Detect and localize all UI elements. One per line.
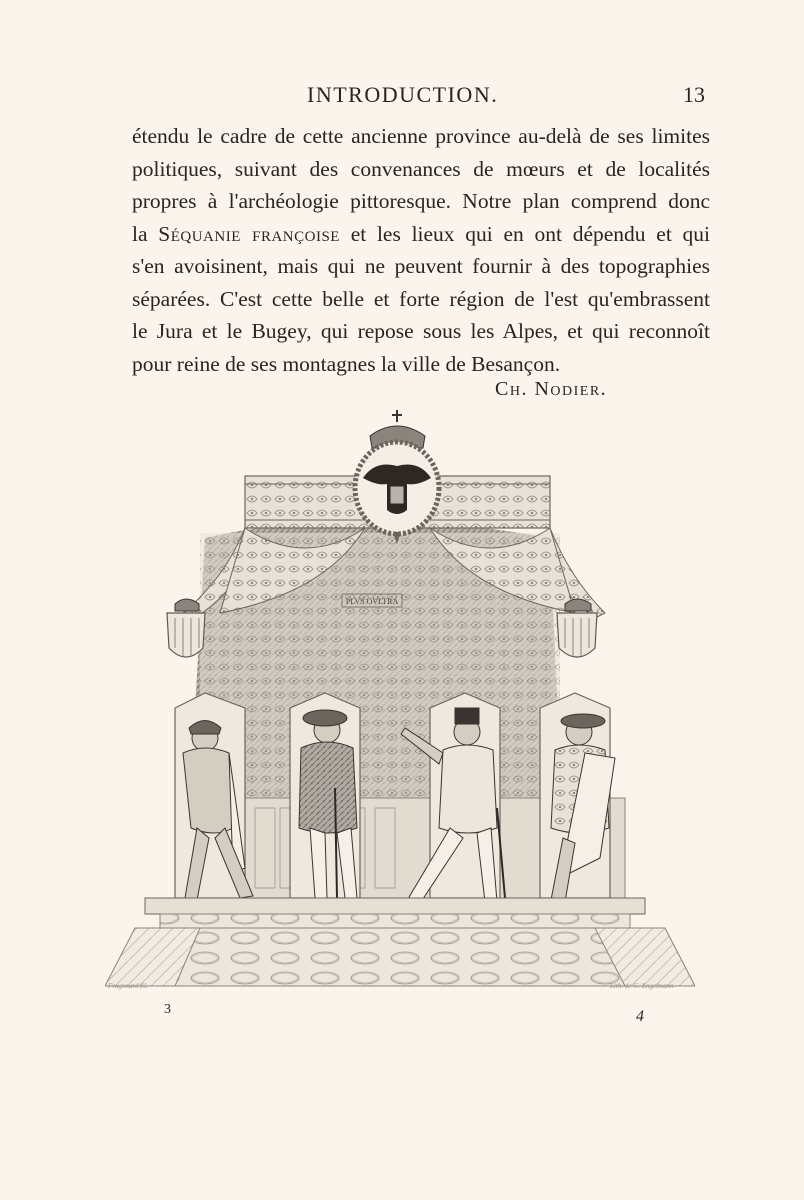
text-line: séparées. C'est cette belle et forte région de l'est qu'embrassent	[132, 286, 710, 311]
left-crest-icon	[167, 599, 205, 657]
text-line: le Jura et le Bugey, qui repose sous les Alpes, et qui reconnoît	[132, 319, 710, 343]
author-signature: Ch. Nodier.	[495, 378, 608, 400]
small-caps-term: Séquanie françoise	[158, 221, 340, 246]
text-line: propres à l'archéologie pittoresque. Notre plan comprend donc	[132, 189, 710, 213]
text-fragment: la	[132, 221, 148, 246]
signature-mark-left: 3	[164, 1002, 171, 1017]
page-number: 13	[683, 82, 705, 107]
artist-credit: Fragonard fil.	[108, 982, 148, 990]
text-line: pour reine de ses montagnes la ville de Besançon.	[132, 351, 561, 376]
text-line	[132, 218, 710, 251]
lithograph-plate	[105, 408, 695, 996]
text-line: étendu le cadre de cette ancienne province au-delà de ses limites	[132, 124, 710, 148]
body-paragraph	[132, 120, 710, 380]
lithographer-credit: Lith. de G. Engelmann	[610, 982, 674, 990]
plate-illustration	[105, 408, 695, 996]
text-line: s'en avoisinent, mais qui ne peuvent fournir à des topographies	[132, 254, 710, 278]
wall-inscription: PLVS OVLTRA	[345, 597, 399, 606]
text-line: politiques, suivant des convenances de mœurs et de localités	[132, 156, 710, 181]
signature-mark-right: 4	[636, 1008, 644, 1025]
chapter-title: INTRODUCTION.	[307, 82, 499, 107]
text-fragment: et les lieux qui en ont dépendu et qui	[350, 221, 711, 246]
running-head	[0, 82, 804, 112]
